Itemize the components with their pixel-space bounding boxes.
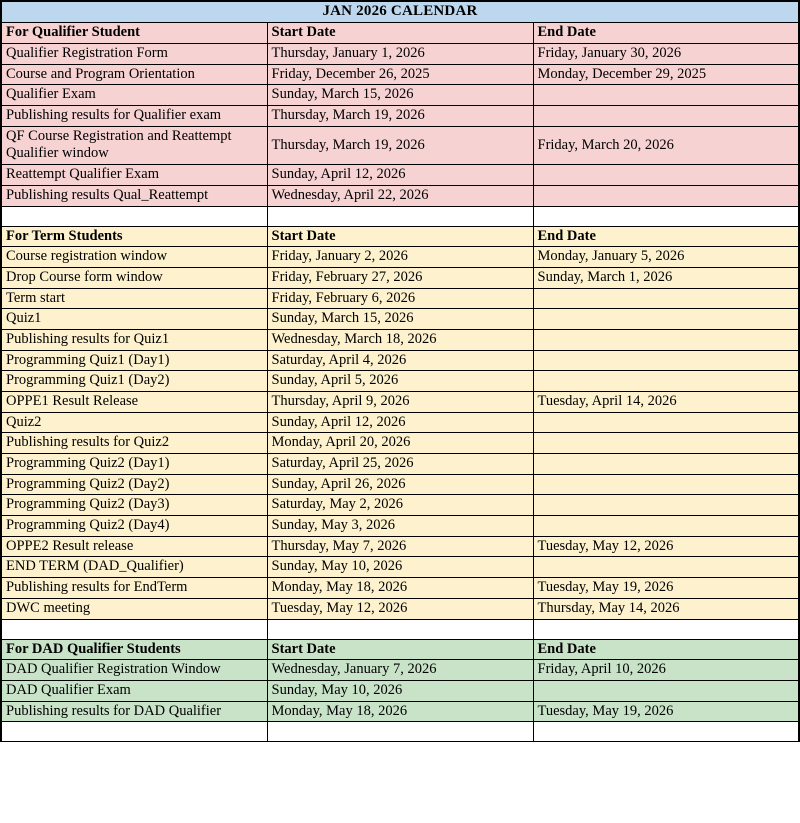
table-row [1,598,799,619]
event-name: Publishing results for Quiz1 [1,330,267,351]
event-end-date [533,330,799,351]
table-row [1,350,799,371]
section-spacer [1,206,799,226]
column-header-start-date: Start Date [267,226,533,247]
section-header-term [1,226,799,247]
event-start-date: Sunday, March 15, 2026 [267,309,533,330]
event-name: Qualifier Exam [1,85,267,106]
table-footer-row [1,722,799,742]
event-end-date: Monday, December 29, 2025 [533,64,799,85]
event-start-date: Friday, February 6, 2026 [267,288,533,309]
event-start-date: Thursday, January 1, 2026 [267,43,533,64]
event-start-date: Saturday, May 2, 2026 [267,495,533,516]
event-start-date: Sunday, April 12, 2026 [267,165,533,186]
event-start-date: Sunday, April 26, 2026 [267,474,533,495]
event-end-date [533,85,799,106]
event-name: Publishing results for DAD Qualifier [1,701,267,722]
table-row [1,288,799,309]
event-end-date: Tuesday, May 19, 2026 [533,578,799,599]
event-end-date [533,454,799,475]
event-end-date: Tuesday, May 19, 2026 [533,701,799,722]
table-row [1,412,799,433]
event-start-date: Sunday, March 15, 2026 [267,85,533,106]
table-row [1,557,799,578]
section-title-dad: For DAD Qualifier Students [1,639,267,660]
event-name: Programming Quiz2 (Day3) [1,495,267,516]
event-start-date: Thursday, April 9, 2026 [267,392,533,413]
table-row [1,392,799,413]
table-row [1,578,799,599]
table-row [1,126,799,165]
event-start-date: Wednesday, April 22, 2026 [267,186,533,207]
event-name: Programming Quiz2 (Day2) [1,474,267,495]
event-start-date: Sunday, May 3, 2026 [267,516,533,537]
column-header-start-date: Start Date [267,23,533,44]
event-end-date: Friday, March 20, 2026 [533,126,799,165]
event-end-date [533,412,799,433]
event-name: Programming Quiz1 (Day2) [1,371,267,392]
event-end-date [533,516,799,537]
table-row [1,474,799,495]
event-start-date: Monday, May 18, 2026 [267,578,533,599]
event-start-date: Friday, January 2, 2026 [267,247,533,268]
table-row [1,454,799,475]
event-start-date: Saturday, April 4, 2026 [267,350,533,371]
table-row [1,330,799,351]
event-end-date [533,680,799,701]
event-end-date [533,495,799,516]
event-name: Publishing results for EndTerm [1,578,267,599]
section-spacer [1,619,799,639]
section-title-qualifier: For Qualifier Student [1,23,267,44]
event-name: OPPE1 Result Release [1,392,267,413]
column-header-end-date: End Date [533,23,799,44]
event-start-date: Sunday, April 5, 2026 [267,371,533,392]
event-end-date [533,186,799,207]
event-name: Drop Course form window [1,268,267,289]
event-end-date: Monday, January 5, 2026 [533,247,799,268]
event-name: OPPE2 Result release [1,536,267,557]
event-start-date: Sunday, May 10, 2026 [267,557,533,578]
event-name: Publishing results for Quiz2 [1,433,267,454]
table-row [1,660,799,681]
event-end-date [533,309,799,330]
table-row [1,371,799,392]
event-name: Course registration window [1,247,267,268]
event-end-date: Friday, April 10, 2026 [533,660,799,681]
table-row [1,309,799,330]
calendar-body [1,1,799,742]
table-row [1,268,799,289]
event-end-date [533,105,799,126]
table-row [1,495,799,516]
event-name: Publishing results Qual_Reattempt [1,186,267,207]
event-start-date: Thursday, March 19, 2026 [267,126,533,165]
event-name: Quiz2 [1,412,267,433]
event-name: DWC meeting [1,598,267,619]
event-name: Publishing results for Qualifier exam [1,105,267,126]
event-start-date: Wednesday, March 18, 2026 [267,330,533,351]
table-row [1,85,799,106]
event-name: DAD Qualifier Registration Window [1,660,267,681]
table-row [1,186,799,207]
table-row [1,536,799,557]
event-end-date: Friday, January 30, 2026 [533,43,799,64]
event-start-date: Thursday, May 7, 2026 [267,536,533,557]
event-name: Term start [1,288,267,309]
event-name: END TERM (DAD_Qualifier) [1,557,267,578]
event-end-date [533,350,799,371]
event-name: Qualifier Registration Form [1,43,267,64]
event-name: Programming Quiz2 (Day4) [1,516,267,537]
section-title-term: For Term Students [1,226,267,247]
column-header-end-date: End Date [533,639,799,660]
event-name: Course and Program Orientation [1,64,267,85]
event-name: Quiz1 [1,309,267,330]
table-row [1,701,799,722]
column-header-end-date: End Date [533,226,799,247]
event-start-date: Thursday, March 19, 2026 [267,105,533,126]
event-name: Reattempt Qualifier Exam [1,165,267,186]
event-start-date: Tuesday, May 12, 2026 [267,598,533,619]
event-start-date: Monday, April 20, 2026 [267,433,533,454]
event-end-date: Thursday, May 14, 2026 [533,598,799,619]
event-name: QF Course Registration and Reattempt Qualifier window [1,126,267,165]
event-start-date: Friday, December 26, 2025 [267,64,533,85]
event-end-date [533,288,799,309]
event-name: DAD Qualifier Exam [1,680,267,701]
event-start-date: Wednesday, January 7, 2026 [267,660,533,681]
table-row [1,680,799,701]
event-end-date [533,433,799,454]
table-row [1,64,799,85]
event-end-date: Tuesday, May 12, 2026 [533,536,799,557]
event-start-date: Monday, May 18, 2026 [267,701,533,722]
event-name: Programming Quiz2 (Day1) [1,454,267,475]
event-end-date [533,165,799,186]
table-row [1,247,799,268]
table-row [1,516,799,537]
event-start-date: Sunday, May 10, 2026 [267,680,533,701]
page-title: JAN 2026 CALENDAR [1,1,799,23]
event-start-date: Sunday, April 12, 2026 [267,412,533,433]
event-end-date [533,557,799,578]
section-header-dad [1,639,799,660]
section-header-qualifier [1,23,799,44]
event-name: Programming Quiz1 (Day1) [1,350,267,371]
calendar-title-row [1,1,799,23]
event-end-date: Tuesday, April 14, 2026 [533,392,799,413]
table-row [1,43,799,64]
event-end-date: Sunday, March 1, 2026 [533,268,799,289]
event-start-date: Saturday, April 25, 2026 [267,454,533,475]
table-row [1,105,799,126]
event-end-date [533,474,799,495]
column-header-start-date: Start Date [267,639,533,660]
table-row [1,165,799,186]
event-end-date [533,371,799,392]
table-row [1,433,799,454]
event-start-date: Friday, February 27, 2026 [267,268,533,289]
